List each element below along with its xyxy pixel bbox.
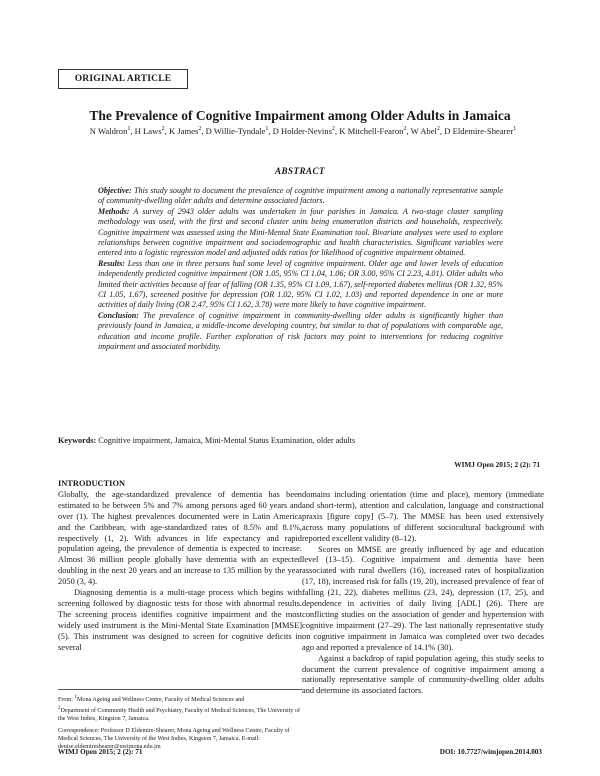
author-affiliation: 1	[265, 126, 269, 133]
abstract-conclusion	[98, 311, 503, 353]
section-heading-introduction: INTRODUCTION	[58, 479, 126, 488]
objective-text: This study sought to document the prevalence of cognitive impairment among a nationally representative sample of community-dwelling older adults and determine associated factors.	[98, 186, 503, 206]
body-paragraph: Scores on MMSE are greatly influenced by age and education level (13–15). Cognitive impairment and dementia have been associated with rural dwellers (16), increased rates of hospitalization (17, 18), increased risk for falls (19, 20), increased prevalence of fear of falling (21, 22), diabetes mellitus (23, 24), depression (17, 25), and dependence in activities of daily living [ADL] (26). There are conflicting studies on the association of gender and hypertension with cognitive impairment (27–29). The last nationally representative study on cognitive impairment in Jamaica was completed over two decades ago and reported a prevalence of 14.1% (30).	[302, 544, 544, 652]
conclusion-text: The prevalence of cognitive impairment in community-dwelling older adults is significantly higher than previously found in Jamaica, a middle-income developing country, but similar to that of populations with comparable age, education and income profile. Further exploration of risk factors may point to interventions for reducing cognitive impairment and associated morbidity.	[98, 310, 504, 352]
author-name: K Mitchell-Fearon	[339, 126, 404, 136]
journal-reference: WIMJ Open 2015; 2 (2): 71	[454, 460, 540, 469]
objective-label: Objective:	[98, 186, 132, 195]
abstract-heading: ABSTRACT	[274, 166, 325, 176]
author-affiliation: 1	[513, 126, 517, 133]
results-text: Less than one in three persons had some level of cognitive impairment. Older age and lower levels of education independently predicted cognitive impairment (OR 1.05, 95% CI 1.04, 1.06; OR 3.00, 95% CI 2.23, 4.01). Older adults who limited their activities because of fear of falling (OR 1.35, 95% CI 1.09, 1.67), self-reported diabetes mellitus (OR 1.32, 95% CI 1.05, 1.67), screened positive for depression (OR 1.02, 95% CI 1.02, 1.03) and reported dependence in one or more activities of daily living (OR 2.47, 95% CI 1.62, 3.78) were more likely to have cognitive impairment.	[98, 258, 503, 310]
footnotes	[58, 689, 302, 754]
author-name: D Willie-Tyndale	[205, 126, 266, 136]
body-paragraph: domains including orientation (time and place), memory (immediate and short-term), attention and calculation, language and constructional praxis [figure copy] (5–7). The MMSE has been used extensively across many populations of different sociocultural background with reported excellent validity (8–12).	[302, 490, 544, 543]
conclusion-label: Conclusion:	[98, 310, 139, 320]
body-paragraph: Globally, the age-standardized prevalence of dementia has been estimated to be between 5% and 7% among persons aged 60 years and over (1). The highest prevalences documented were in Latin America and the Caribbean, with age-standardized rates of 8.5% and 8.1%, respectively (1, 2). With advances in life expectancy and rapid population ageing, the prevalence of dementia is expected to increase. Almost 36 million people globally have dementia with an expected doubling in the next 20 years and an increase to 135 million by the year 2050 (3, 4).	[58, 489, 302, 587]
author-list: N Waldron$^1$, H Laws$^2$, K James$^2$, D Willie-Tyndale$^1$, D Holder-Nevins$^2$, K Mitchell-Fearon$^2$, W Abel$^2$, D Eldemire-Shearer$^1$	[89, 126, 517, 136]
affiliation-note: From: $^1$Mona Ageing and Wellness Centre, Faculty of Medical Sciences and $^2$Department of Community Health and Psychiatry, Faculty of Medical Sciences, The University of the West Indies, Kingston 7, Jamaica.	[58, 694, 301, 723]
body-column-left	[58, 479, 302, 654]
abstract-methods	[98, 207, 503, 259]
body-column-right	[302, 490, 544, 697]
keywords	[58, 436, 355, 445]
author-affiliation: 2	[331, 126, 335, 133]
affiliation-1: Mona Ageing and Wellness Centre, Faculty of Medical Sciences and	[76, 697, 245, 704]
abstract-results	[98, 259, 503, 311]
article-title: The Prevalence of Cognitive Impairment among Older Adults in Jamaica	[89, 108, 511, 123]
author-name: D Holder-Nevins	[272, 126, 332, 136]
author-affiliation: 2	[198, 126, 202, 133]
author-affiliation: 2	[403, 126, 407, 133]
footer-doi: DOI: 10.7727/wimjopen.2014.003	[439, 748, 542, 756]
article-type-label: ORIGINAL ARTICLE	[58, 69, 188, 89]
author-name: D Eldemire-Shearer	[444, 126, 514, 136]
author-affiliation: 2	[436, 126, 440, 133]
author-affiliation: 1	[127, 126, 131, 133]
abstract-body	[98, 186, 503, 353]
author-name: N Waldron	[89, 126, 128, 136]
results-label: Results:	[98, 258, 125, 268]
footer-journal-reference: WIMJ Open 2015; 2 (2): 71	[58, 748, 143, 756]
correspondence-note: Correspondence: Professor D Eldemire-Shearer, Mona Ageing and Wellness Centre, Faculty of Medical Sciences, The University of the West Indies, Kingston 7, Jamaica. E-mail: denise.eldemireshearer@uwimona.edu.jm	[58, 727, 290, 751]
body-paragraph: Against a backdrop of rapid population ageing, this study seeks to document the current prevalence of cognitive impairment among a nationally representative sample of community-dwelling older adults and determine its associated factors.	[302, 653, 544, 696]
methods-label: Methods:	[98, 206, 130, 216]
author-name: W Abel	[410, 126, 437, 136]
body-paragraph: Diagnosing dementia is a multi-stage process which begins with screening followed by diagnostic tests for those with abnormal results. The screening process identifies cognitive impairment and the most widely used instrument is the Mini-Mental State Examination [MMSE] (5). This instrument was designed to screen for cognitive deficits in several	[58, 588, 302, 652]
author-affiliation: 2	[161, 126, 165, 133]
author-name: H Laws	[134, 126, 162, 136]
keywords-text: Cognitive impairment, Jamaica, Mini-Mental Status Examination, older adults	[98, 436, 356, 445]
keywords-label: Keywords:	[58, 436, 97, 445]
author-name: K James	[168, 126, 199, 136]
methods-text: A survey of 2943 older adults was undertaken in four parishes in Jamaica. A two-stage cluster sampling methodology was used, with the first and second cluster units being enumeration districts and households, respectively. Cognitive impairment was assessed using the Mini-Mental State Examination tool. Bivariate analyses were used to explore relationships between cognitive impairment and sociodemographic and health characteristics. Significant variables were entered into a logistic regression model and adjusted odds ratios for likelihood of cognitive impairment obtained.	[98, 206, 503, 258]
abstract-objective	[98, 186, 503, 207]
from-label: From:	[58, 697, 73, 704]
affiliation-2: Department of Community Health and Psychiatry, Faculty of Medical Sciences, The University of the West Indies, Kingston 7, Jamaica.	[58, 708, 301, 723]
